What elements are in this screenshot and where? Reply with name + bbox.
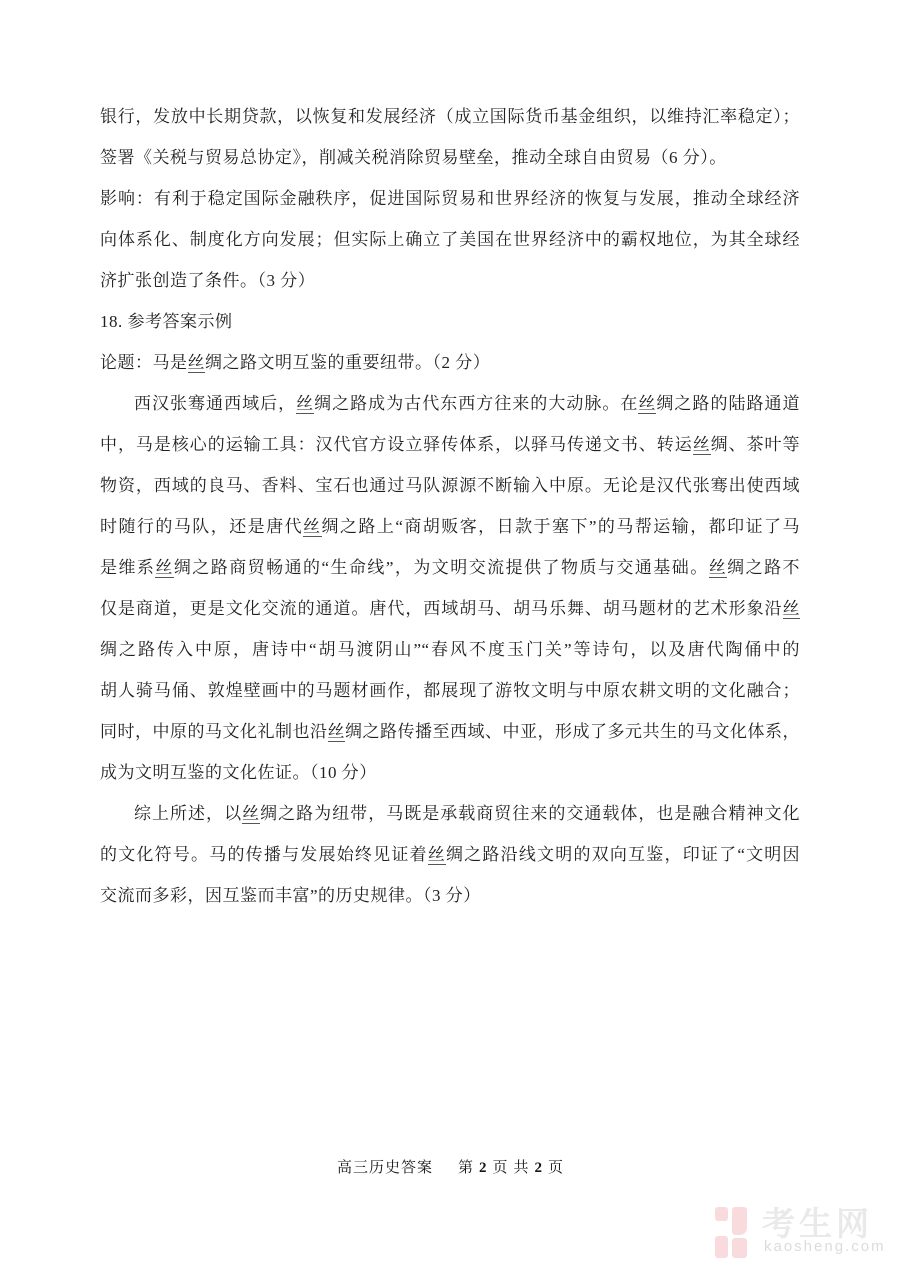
logo-block-icon bbox=[715, 1236, 728, 1258]
logo-block-icon bbox=[715, 1207, 728, 1221]
text-line: 济扩张创造了条件。（3 分） bbox=[100, 271, 316, 290]
underlined-char: 丝 bbox=[303, 517, 322, 536]
page-footer bbox=[0, 1156, 900, 1177]
document-body bbox=[100, 96, 800, 916]
underlined-char: 丝 bbox=[782, 599, 800, 618]
text-line: 是维系丝绸之路商贸畅通的“生命线”，为文明交流提供了物质与交通基础。丝绸之路不 bbox=[100, 558, 800, 577]
underlined-char: 丝 bbox=[427, 845, 446, 864]
kaosheng-watermark bbox=[712, 1202, 898, 1268]
text-line: 时随行的马队，还是唐代丝绸之路上“商胡贩客，日款于塞下”的马帮运输，都印证了马 bbox=[100, 517, 800, 536]
footer-label-ye2: 页 bbox=[548, 1160, 564, 1176]
text-line: 胡人骑马俑、敦煌壁画中的马题材画作，都展现了游牧文明与中原农耕文明的文化融合； bbox=[100, 681, 800, 700]
text-line: 18. 参考答案示例 bbox=[100, 312, 233, 331]
underlined-char: 丝 bbox=[327, 722, 345, 741]
underlined-char: 丝 bbox=[692, 435, 711, 454]
underlined-char: 丝 bbox=[187, 353, 205, 372]
text-line: 西汉张骞通西域后，丝绸之路成为古代东西方往来的大动脉。在丝绸之路的陆路通道 bbox=[134, 394, 800, 413]
text-line: 向体系化、制度化方向发展；但实际上确立了美国在世界经济中的霸权地位，为其全球经 bbox=[100, 230, 800, 249]
footer-page-total: 2 bbox=[534, 1160, 543, 1176]
logo-block-icon bbox=[732, 1238, 747, 1258]
text-line: 绸之路传入中原，唐诗中“胡马渡阴山”“春风不度玉门关”等诗句，以及唐代陶俑中的 bbox=[100, 640, 800, 659]
watermark-site-name: 考生网 bbox=[762, 1205, 873, 1242]
underlined-char: 丝 bbox=[155, 558, 174, 577]
footer-doc-title: 高三历史答案 bbox=[336, 1160, 433, 1176]
text-line: 同时，中原的马文化礼制也沿丝绸之路传播至西域、中亚，形成了多元共生的马文化体系， bbox=[100, 722, 800, 741]
text-line: 中，马是核心的运输工具：汉代官方设立驿传体系，以驿马传递文书、转运丝绸、茶叶等 bbox=[100, 435, 800, 454]
logo-block-icon bbox=[732, 1207, 747, 1235]
watermark-site-url: kaosheng.com bbox=[764, 1238, 886, 1255]
underlined-char: 丝 bbox=[242, 804, 261, 823]
underlined-char: 丝 bbox=[638, 394, 657, 413]
footer-label-gong: 共 bbox=[513, 1160, 529, 1176]
text-line: 交流而多彩，因互鉴而丰富”的历史规律。（3 分） bbox=[100, 886, 481, 905]
footer-label-ye1: 页 bbox=[492, 1160, 508, 1176]
footer-label-di: 第 bbox=[457, 1160, 473, 1176]
text-line: 的文化符号。马的传播与发展始终见证着丝绸之路沿线文明的双向互鉴，印证了“文明因 bbox=[100, 845, 800, 864]
text-line: 物资，西域的良马、香料、宝石也通过马队源源不断输入中原。无论是汉代张骞出使西域 bbox=[100, 476, 800, 495]
underlined-char: 丝 bbox=[296, 394, 315, 413]
text-line: 影响：有利于稳定国际金融秩序，促进国际贸易和世界经济的恢复与发展，推动全球经济 bbox=[100, 189, 800, 208]
text-line: 成为文明互鉴的文化佐证。（10 分） bbox=[100, 763, 377, 782]
text-line: 综上所述，以丝绸之路为纽带，马既是承载商贸往来的交通载体，也是融合精神文化 bbox=[134, 804, 800, 823]
text-line: 银行，发放中长期贷款，以恢复和发展经济（成立国际货币基金组织，以维持汇率稳定）； bbox=[100, 107, 800, 126]
text-line: 签署《关税与贸易总协定》，削减关税消除贸易壁垒，推动全球自由贸易（6 分）。 bbox=[100, 148, 727, 167]
text-line: 论题：马是丝绸之路文明互鉴的重要纽带。（2 分） bbox=[100, 353, 491, 372]
footer-page-number: 2 bbox=[478, 1160, 487, 1176]
underlined-char: 丝 bbox=[708, 558, 728, 577]
text-line: 仅是商道，更是文化交流的通道。唐代，西域胡马、胡马乐舞、胡马题材的艺术形象沿丝 bbox=[100, 599, 800, 618]
